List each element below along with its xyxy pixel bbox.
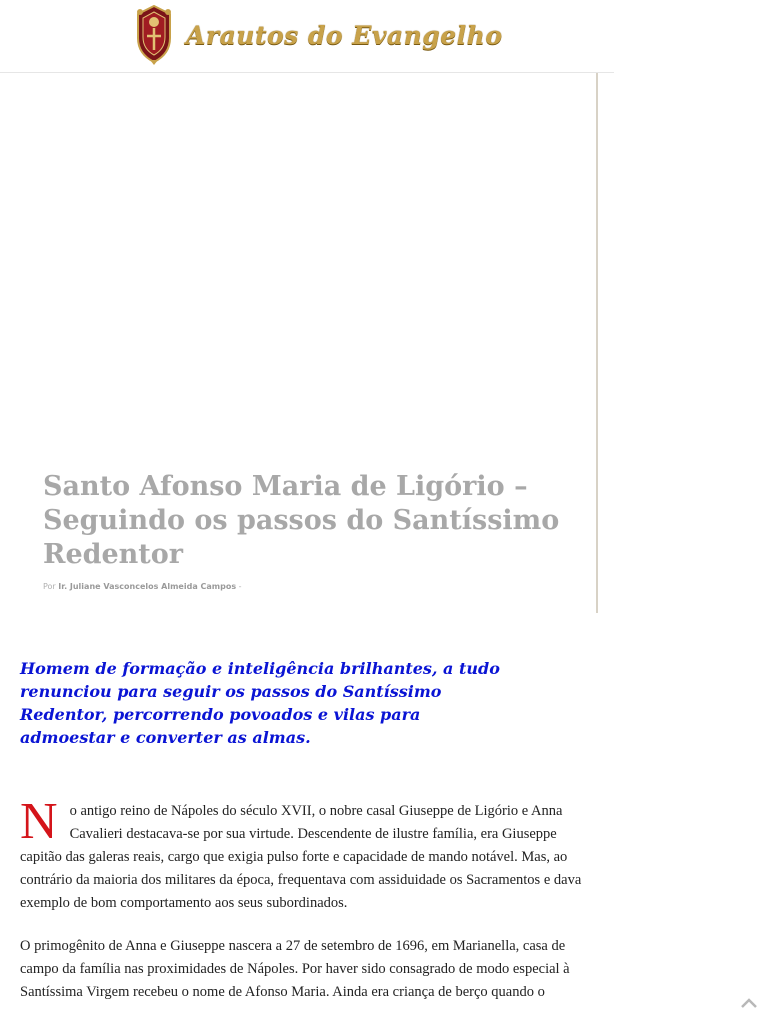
article-hero [0,73,598,613]
back-to-top-button[interactable] [740,996,758,1010]
drop-cap: N [20,793,58,850]
article-body [20,793,596,1004]
brand-name: Arautos do Evangelho [186,20,503,50]
article-lead: Homem de formação e inteligência brilhantes, a tudo renunciou para seguir os passos do Santíssimo Redentor, percorrendo povoados e vilas para admoestar e converter as almas. [20,659,500,747]
article-paragraph: O primogênito de Anna e Giuseppe nascera a 27 de setembro de 1696, em Marianella, casa de campo da família nas proximidades de Nápoles. Por haver sido consagrado de modo especial à Santíssima Virgem recebeu o nome de Afonso Maria. Ainda era criança de berço quando o [20,938,570,1000]
byline-prefix: Por [43,582,56,591]
byline-suffix: - [238,582,242,591]
chevron-up-icon [741,998,757,1008]
article-byline [43,582,242,591]
crest-emblem-icon [130,4,178,66]
article-paragraph [20,793,596,915]
site-header [0,0,614,73]
site-logo-link[interactable] [130,4,503,66]
author-link[interactable]: Ir. Juliane Vasconcelos Almeida Campos [58,582,237,591]
article-title: Santo Afonso Maria de Ligório – Seguindo os passos do Santíssimo Redentor [43,471,560,570]
paragraph-text: o antigo reino de Nápoles do século XVII, o nobre casal Giuseppe de Ligório e Anna Cavalieri destacava-se por sua virtude. Descendente de ilustre família, era Giuseppe capitão das galeras reais, cargo que exigia pulso forte e capacidade de mando notável. Mas, ao contrário da maioria dos militares da época, frequentava com assiduidade os Sacramentos e dava exemplo de bom comportamento aos seus subordinados. [20,803,582,911]
